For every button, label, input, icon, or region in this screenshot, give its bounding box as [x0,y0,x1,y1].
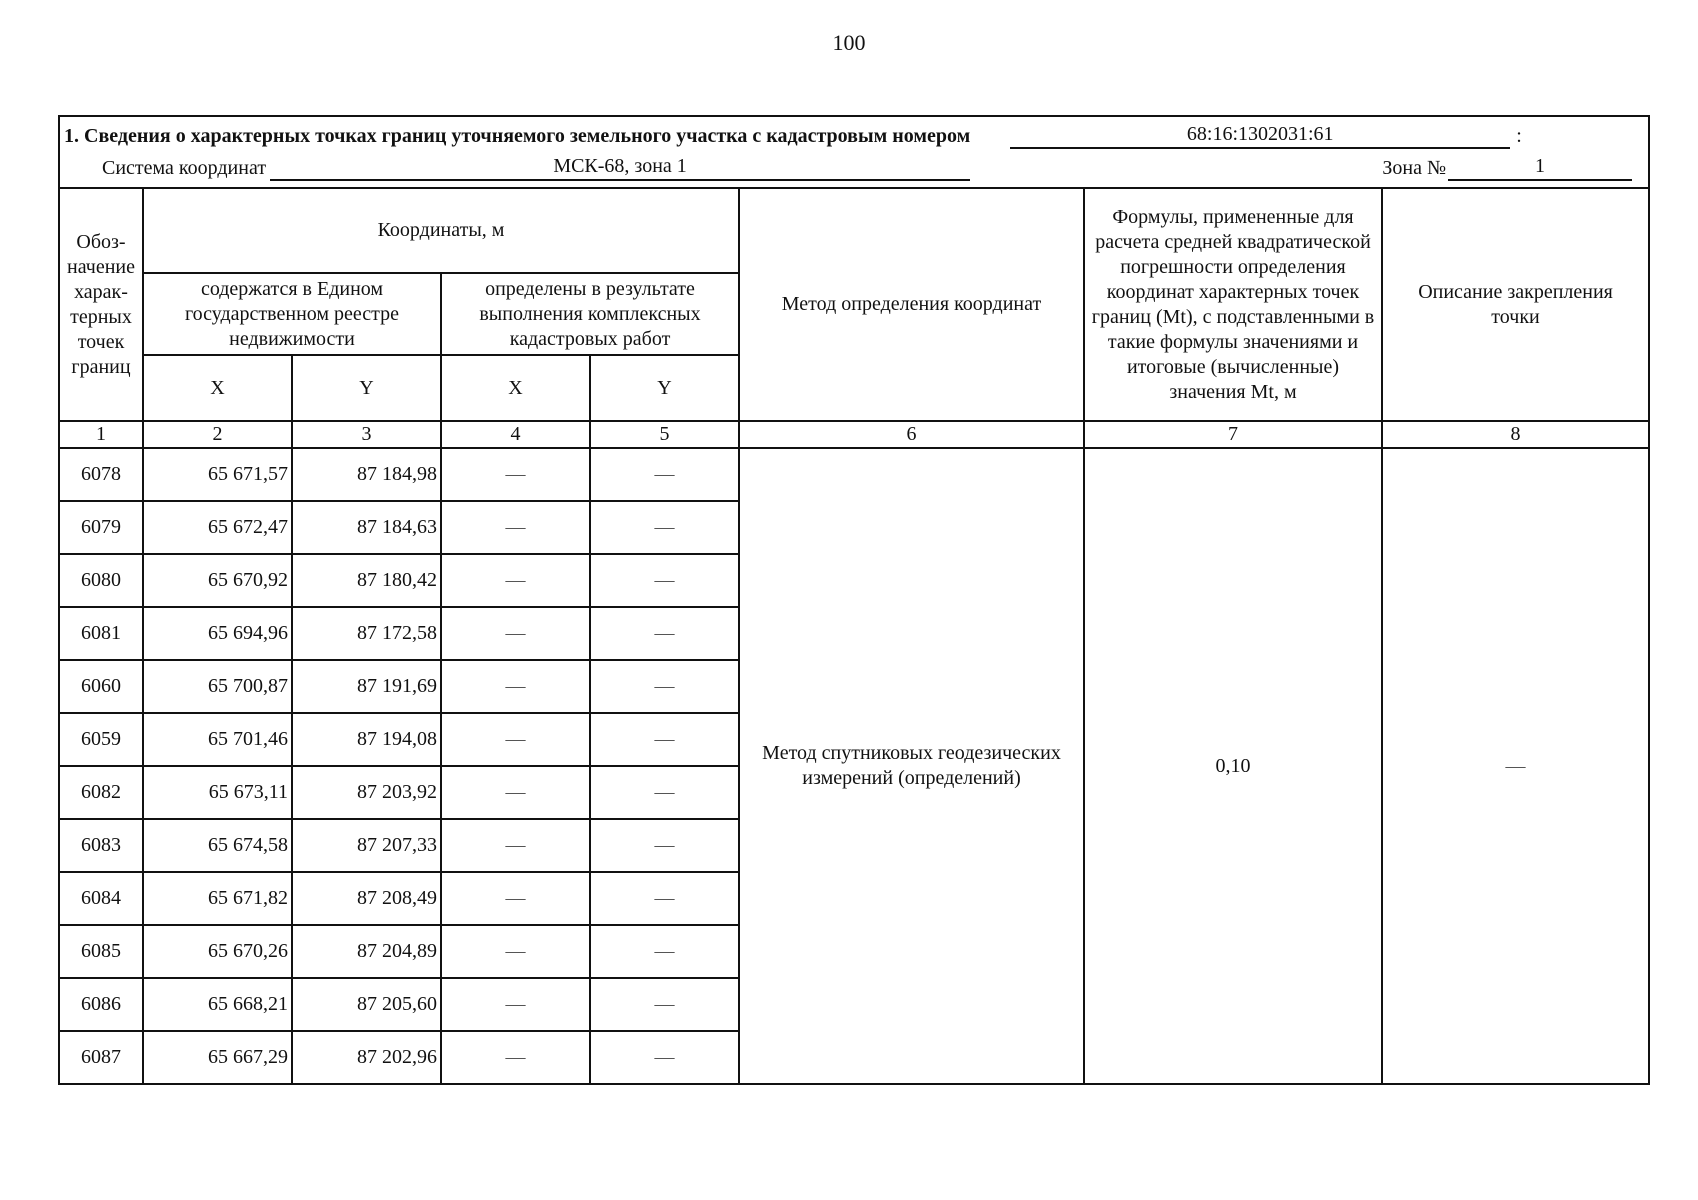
col-number: 3 [292,421,441,448]
y-determined-cell: — [590,554,739,607]
col-number: 4 [441,421,590,448]
x-determined-cell: — [441,978,590,1031]
x-determined-cell: — [441,607,590,660]
col-method-header: Метод определения координат [739,188,1084,421]
x-registry-cell: 65 694,96 [143,607,292,660]
y-registry-cell: 87 203,92 [292,766,441,819]
col-description-header: Описание закрепления точки [1382,188,1649,421]
x-determined-cell: — [441,766,590,819]
page-number: 100 [832,30,866,55]
x-registry-cell: 65 668,21 [143,978,292,1031]
col-number: 7 [1084,421,1382,448]
point-id-cell: 6084 [59,872,143,925]
y-determined-cell: — [590,766,739,819]
y-registry-cell: 87 202,96 [292,1031,441,1084]
boundary-points-table [58,115,1650,1085]
coord-system-label: Система координат [102,157,267,179]
point-id-cell: 6087 [59,1031,143,1084]
col-formulas-header: Формулы, примененные для расчета средней квадратической погрешности определения координат характерных точек границ (Mt), с подставленными в такие формулы значениями и итоговые (вычисленные) значения Mt, м [1084,188,1382,421]
col-number: 5 [590,421,739,448]
y-registry-cell: 87 194,08 [292,713,441,766]
x-determined-cell: — [441,1031,590,1084]
x-registry-cell: 65 700,87 [143,660,292,713]
column-header-row-1 [59,188,1649,273]
point-id-cell: 6078 [59,448,143,501]
point-id-cell: 6085 [59,925,143,978]
col-x-registry: X [143,355,292,421]
col-number: 8 [1382,421,1649,448]
description-cell: — [1382,448,1649,1084]
x-registry-cell: 65 670,26 [143,925,292,978]
x-registry-cell: 65 674,58 [143,819,292,872]
header-row [59,116,1649,188]
x-registry-cell: 65 671,57 [143,448,292,501]
x-determined-cell: — [441,448,590,501]
y-registry-cell: 87 180,42 [292,554,441,607]
table-row [59,448,1649,501]
zone-value: 1 [1448,154,1632,181]
y-determined-cell: — [590,1031,739,1084]
x-determined-cell: — [441,554,590,607]
point-id-cell: 6060 [59,660,143,713]
point-id-cell: 6079 [59,501,143,554]
y-registry-cell: 87 207,33 [292,819,441,872]
x-determined-cell: — [441,660,590,713]
method-cell: Метод спутниковых геодезических измерений (определений) [739,448,1084,1084]
col-y-determined: Y [590,355,739,421]
x-registry-cell: 65 672,47 [143,501,292,554]
point-id-cell: 6059 [59,713,143,766]
point-id-cell: 6082 [59,766,143,819]
x-registry-cell: 65 670,92 [143,554,292,607]
mt-value-cell: 0,10 [1084,448,1382,1084]
y-registry-cell: 87 191,69 [292,660,441,713]
y-determined-cell: — [590,819,739,872]
x-determined-cell: — [441,713,590,766]
col-x-determined: X [441,355,590,421]
y-registry-cell: 87 208,49 [292,872,441,925]
cadastral-colon: : [1516,125,1522,147]
y-registry-cell: 87 184,98 [292,448,441,501]
y-registry-cell: 87 184,63 [292,501,441,554]
y-determined-cell: — [590,448,739,501]
x-registry-cell: 65 673,11 [143,766,292,819]
x-determined-cell: — [441,925,590,978]
col-number: 6 [739,421,1084,448]
y-determined-cell: — [590,660,739,713]
section-header [59,116,1649,188]
col-point-header: Обоз- начение харак- терных точек границ [59,188,143,421]
y-determined-cell: — [590,872,739,925]
col-number: 2 [143,421,292,448]
col-determined-header: определены в результате выполнения комплексных кадастровых работ [441,273,739,355]
x-registry-cell: 65 671,82 [143,872,292,925]
y-determined-cell: — [590,713,739,766]
col-coordinates-header: Координаты, м [143,188,739,273]
column-numbers-row [59,421,1649,448]
x-registry-cell: 65 667,29 [143,1031,292,1084]
x-registry-cell: 65 701,46 [143,713,292,766]
y-registry-cell: 87 204,89 [292,925,441,978]
col-registry-header: содержатся в Едином государственном реестре недвижимости [143,273,441,355]
cadastral-number: 68:16:1302031:61 [1010,122,1510,149]
zone-label: Зона № [1382,157,1447,179]
point-id-cell: 6080 [59,554,143,607]
col-number: 1 [59,421,143,448]
coordinates-sheet [58,115,1648,1085]
y-determined-cell: — [590,607,739,660]
x-determined-cell: — [441,872,590,925]
point-id-cell: 6086 [59,978,143,1031]
point-id-cell: 6081 [59,607,143,660]
y-determined-cell: — [590,501,739,554]
x-determined-cell: — [441,501,590,554]
y-determined-cell: — [590,978,739,1031]
y-registry-cell: 87 172,58 [292,607,441,660]
point-id-cell: 6083 [59,819,143,872]
section-title: 1. Сведения о характерных точках границ уточняемого земельного участка с кадастровым номером [64,125,971,147]
coord-system-value: МСК-68, зона 1 [270,154,970,181]
y-determined-cell: — [590,925,739,978]
y-registry-cell: 87 205,60 [292,978,441,1031]
x-determined-cell: — [441,819,590,872]
col-y-registry: Y [292,355,441,421]
